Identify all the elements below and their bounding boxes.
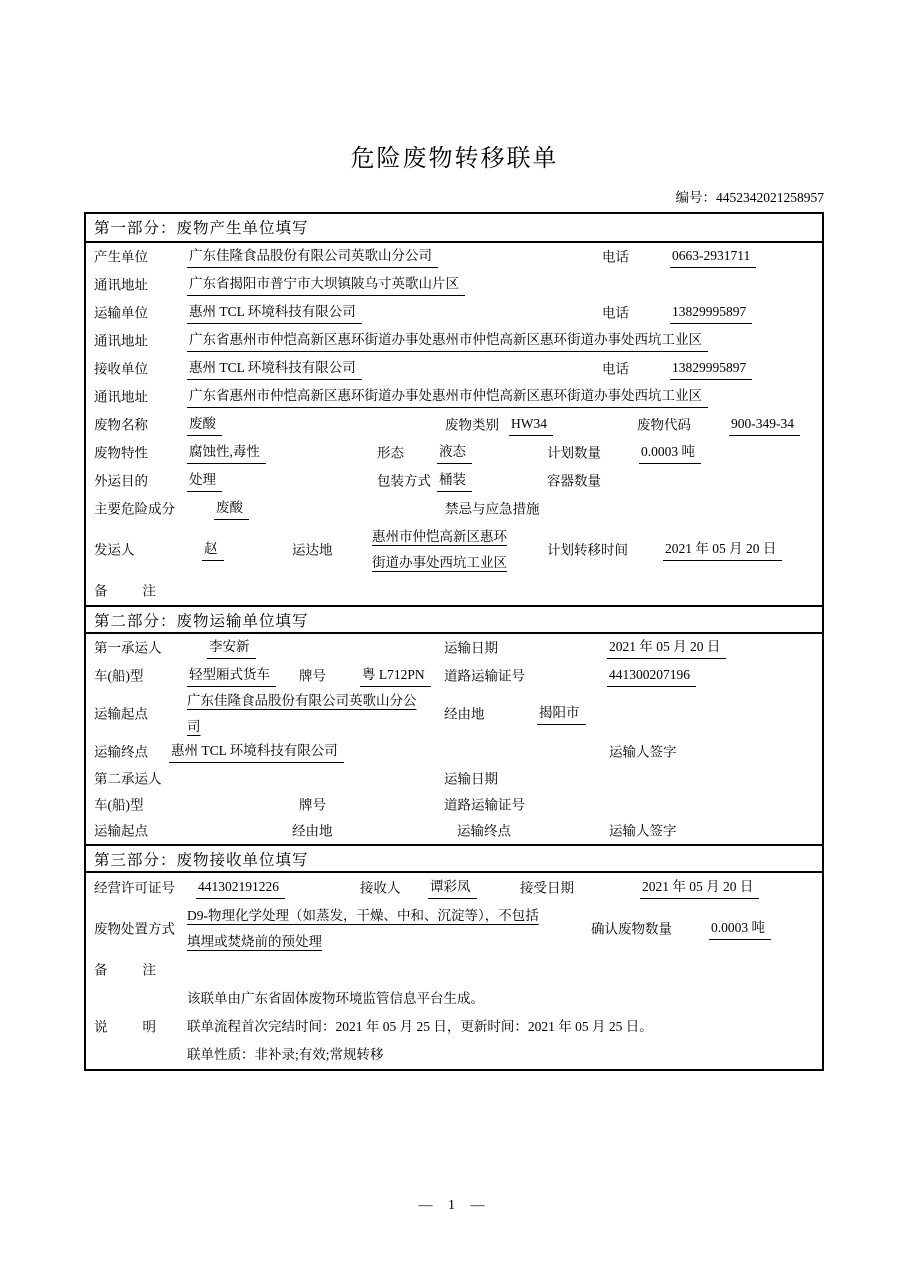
receiver-row	[86, 355, 822, 383]
transporter-phone-label: 电话	[602, 305, 629, 321]
confirmed-qty-value: 0.0003 吨	[709, 918, 771, 940]
terminus1-value: 惠州 TCL 环境科技有限公司	[169, 741, 344, 763]
signature2-label: 运输人签字	[609, 823, 677, 839]
transporter-address-value: 广东省惠州市仲恺高新区惠环街道办事处惠州市仲恺高新区惠环街道办事处西坑工业区	[187, 330, 708, 352]
emergency-label: 禁忌与应急措施	[445, 501, 540, 517]
carrier1-label: 第一承运人	[94, 640, 162, 656]
origin2-row	[86, 818, 822, 844]
plan-time-label: 计划转移时间	[547, 542, 628, 558]
producer-address-value: 广东省揭阳市普宁市大坝镇陂乌寸英歌山片区	[187, 274, 465, 296]
license-label: 经营许可证号	[94, 880, 175, 896]
consignor-value: 赵	[202, 539, 224, 561]
consignor-row	[86, 523, 822, 577]
serial-label: 编号：	[675, 190, 716, 205]
page-number: — 1 —	[418, 1198, 491, 1213]
terminus1-label: 运输终点	[94, 744, 148, 760]
container-qty-label: 容器数量	[547, 473, 601, 489]
producer-phone-value: 0663-2931711	[670, 246, 756, 268]
receiver-label: 接收单位	[94, 361, 148, 377]
notes-label: 说 明	[94, 1019, 156, 1035]
purpose-row	[86, 467, 822, 495]
purpose-label: 外运目的	[94, 473, 148, 489]
receiver-phone-label: 电话	[602, 361, 629, 377]
carrier1-row	[86, 634, 822, 662]
receiver-address-label: 通讯地址	[94, 389, 148, 405]
form-label: 形态	[377, 445, 404, 461]
road-permit1-value: 441300207196	[607, 665, 696, 687]
signature1-label: 运输人签字	[609, 744, 677, 760]
vehicle2-label: 车(船)型	[94, 797, 144, 813]
producer-label: 产生单位	[94, 249, 148, 265]
carrier1-value: 李安新	[207, 637, 256, 659]
section1-remark-label: 备 注	[94, 583, 156, 599]
note-line-1: 该联单由广东省固体废物环境监管信息平台生成。	[187, 991, 484, 1006]
terminus1-row	[86, 738, 822, 766]
waste-code-label: 废物代码	[637, 417, 691, 433]
waste-category-label: 废物类别	[445, 417, 499, 433]
serial-number-line	[676, 186, 825, 206]
waste-category-value: HW34	[509, 414, 553, 436]
receive-date-value: 2021 年 05 月 20 日	[640, 877, 759, 899]
origin1-value: 广东佳隆食品股份有限公司英歌山分公司	[187, 693, 417, 734]
license-row	[86, 873, 822, 903]
serial-value: 4452342021258957	[716, 190, 824, 205]
receiver-address-row	[86, 383, 822, 411]
plate1-label: 牌号	[299, 668, 326, 684]
plate2-label: 牌号	[299, 797, 326, 813]
vehicle2-row	[86, 792, 822, 818]
receiver-person-value: 谭彩凤	[428, 877, 477, 899]
license-value: 441302191226	[196, 877, 285, 899]
confirmed-qty-label: 确认废物数量	[591, 921, 672, 937]
via2-label: 经由地	[292, 823, 333, 839]
origin2-label: 运输起点	[94, 823, 148, 839]
origin1-row	[86, 690, 822, 738]
transport-date1-value: 2021 年 05 月 20 日	[607, 637, 726, 659]
section3-body	[86, 873, 822, 1069]
transporter-label: 运输单位	[94, 305, 148, 321]
packing-label: 包装方式	[377, 473, 431, 489]
section1-body	[86, 243, 822, 605]
receiver-phone-value: 13829995897	[670, 358, 752, 380]
vehicle1-row	[86, 662, 822, 690]
transporter-address-label: 通讯地址	[94, 333, 148, 349]
section3-header: 第三部分：废物接收单位填写	[86, 844, 822, 873]
purpose-value: 处理	[187, 470, 222, 492]
producer-row	[86, 243, 822, 271]
receive-date-label: 接受日期	[520, 880, 574, 896]
transporter-row	[86, 299, 822, 327]
waste-name-value: 废酸	[187, 414, 222, 436]
packing-value: 桶装	[437, 470, 472, 492]
hazard-row	[86, 495, 822, 523]
dest-label: 运达地	[292, 542, 333, 558]
via1-value: 揭阳市	[537, 703, 586, 725]
transporter-value: 惠州 TCL 环境科技有限公司	[187, 302, 362, 324]
receiver-value: 惠州 TCL 环境科技有限公司	[187, 358, 362, 380]
waste-name-label: 废物名称	[94, 417, 148, 433]
receiver-person-label: 接收人	[360, 880, 401, 896]
note-line-2: 联单流程首次完结时间：2021 年 05 月 25 日，更新时间：2021 年 05 月 25 日。	[187, 1019, 653, 1034]
disposal-value: D9-物理化学处理（如蒸发，干燥、中和、沉淀等），不包括填埋或焚烧前的预处理	[187, 908, 539, 949]
section1-header: 第一部分：废物产生单位填写	[86, 214, 822, 243]
waste-name-row	[86, 411, 822, 439]
producer-phone-label: 电话	[602, 249, 629, 265]
section3-remark-row	[86, 955, 822, 985]
form-value: 液态	[437, 442, 472, 464]
vehicle1-label: 车(船)型	[94, 668, 144, 684]
disposal-label: 废物处置方式	[94, 921, 175, 937]
waste-code-value: 900-349-34	[729, 414, 800, 436]
section2-header: 第二部分：废物运输单位填写	[86, 605, 822, 634]
document-title: 危险废物转移联单	[350, 146, 559, 172]
planned-qty-label: 计划数量	[547, 445, 601, 461]
vehicle1-value: 轻型厢式货车	[187, 665, 276, 687]
hazard-label: 主要危险成分	[94, 501, 175, 517]
plate1-value: 粤 L712PN	[360, 665, 431, 687]
transport-date2-label: 运输日期	[444, 771, 498, 787]
producer-address-label: 通讯地址	[94, 277, 148, 293]
producer-value: 广东佳隆食品股份有限公司英歌山分公司	[187, 246, 438, 268]
hazard-value: 废酸	[214, 498, 249, 520]
section3-remark-label: 备 注	[94, 962, 156, 978]
terminus2-label: 运输终点	[457, 823, 511, 839]
transport-date1-label: 运输日期	[444, 640, 498, 656]
manifest-table	[84, 212, 824, 1071]
road-permit2-label: 道路运输证号	[444, 797, 525, 813]
consignor-label: 发运人	[94, 542, 135, 558]
waste-property-value: 腐蚀性,毒性	[187, 442, 266, 464]
planned-qty-value: 0.0003 吨	[639, 442, 701, 464]
disposal-row	[86, 903, 822, 955]
note-line-3: 联单性质：非补录;有效;常规转移	[187, 1047, 384, 1062]
waste-property-label: 废物特性	[94, 445, 148, 461]
receiver-address-value: 广东省惠州市仲恺高新区惠环街道办事处惠州市仲恺高新区惠环街道办事处西坑工业区	[187, 386, 708, 408]
notes-text	[187, 985, 787, 1069]
road-permit1-label: 道路运输证号	[444, 668, 525, 684]
transporter-phone-value: 13829995897	[670, 302, 752, 324]
waste-property-row	[86, 439, 822, 467]
section2-body	[86, 634, 822, 844]
dest-value: 惠州市仲恺高新区惠环街道办事处西坑工业区	[372, 529, 507, 570]
producer-address-row	[86, 271, 822, 299]
carrier2-label: 第二承运人	[94, 771, 162, 787]
via1-label: 经由地	[444, 706, 485, 722]
section1-remark-row	[86, 577, 822, 605]
plan-time-value: 2021 年 05 月 20 日	[663, 539, 782, 561]
notes-row	[86, 985, 822, 1069]
transporter-address-row	[86, 327, 822, 355]
origin1-label: 运输起点	[94, 706, 148, 722]
carrier2-row	[86, 766, 822, 792]
